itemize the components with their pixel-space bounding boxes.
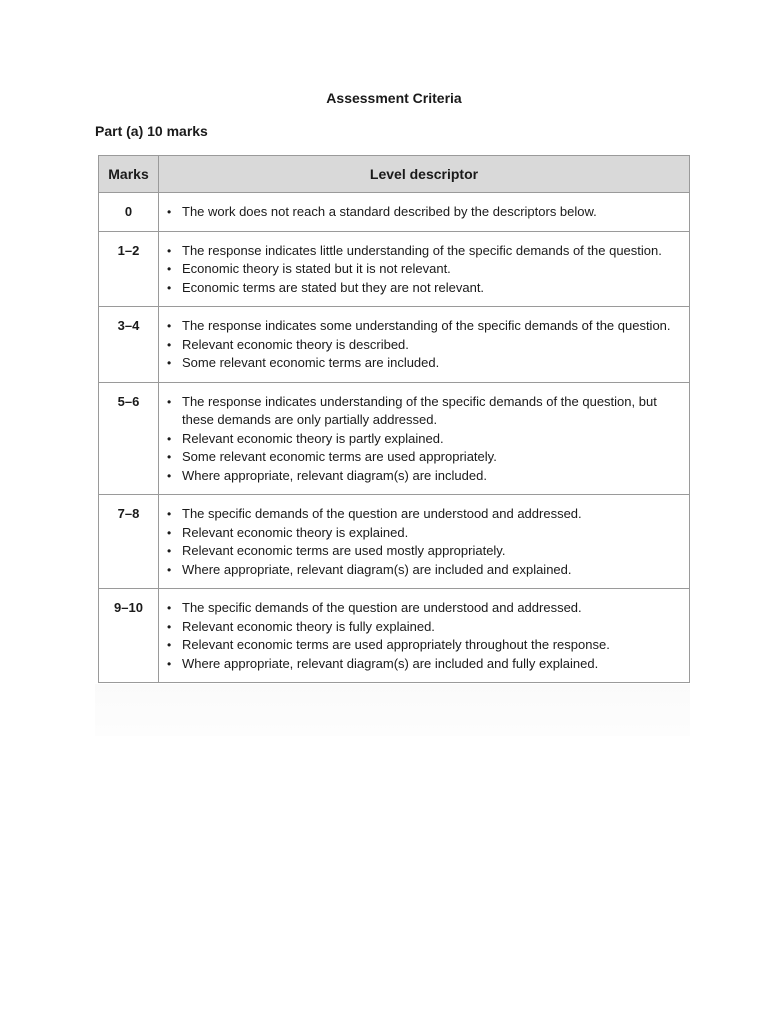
table-row bbox=[99, 589, 690, 683]
table-row bbox=[99, 382, 690, 495]
descriptor-list bbox=[167, 242, 681, 298]
document-title: Assessment Criteria bbox=[326, 90, 462, 106]
marks-cell: 1–2 bbox=[99, 231, 159, 307]
descriptor-item: • Where appropriate, relevant diagram(s) are included and explained. bbox=[167, 561, 681, 580]
table-body bbox=[99, 193, 690, 683]
descriptor-item: • Where appropriate, relevant diagram(s) are included. bbox=[167, 467, 681, 486]
descriptor-item: • Relevant economic theory is fully explained. bbox=[167, 618, 681, 637]
table-row bbox=[99, 231, 690, 307]
descriptor-item: • The response indicates some understanding of the specific demands of the question. bbox=[167, 317, 681, 336]
descriptor-list bbox=[167, 599, 681, 673]
marks-cell: 9–10 bbox=[99, 589, 159, 683]
table-header-row bbox=[99, 156, 690, 193]
descriptor-item: • Economic terms are stated but they are not relevant. bbox=[167, 279, 681, 298]
descriptor-item: • The work does not reach a standard described by the descriptors below. bbox=[167, 203, 681, 222]
table-row bbox=[99, 307, 690, 383]
descriptor-item: • Relevant economic theory is partly explained. bbox=[167, 430, 681, 449]
descriptor-list bbox=[167, 505, 681, 579]
descriptor-item: • The response indicates understanding of the specific demands of the question, but these demands are only partially addressed. bbox=[167, 393, 681, 430]
descriptor-item: • Economic theory is stated but it is not relevant. bbox=[167, 260, 681, 279]
descriptor-item: • Some relevant economic terms are included. bbox=[167, 354, 681, 373]
descriptor-item: • The specific demands of the question are understood and addressed. bbox=[167, 505, 681, 524]
marks-cell: 5–6 bbox=[99, 382, 159, 495]
descriptor-item: • Relevant economic terms are used mostly appropriately. bbox=[167, 542, 681, 561]
descriptor-item: • Where appropriate, relevant diagram(s) are included and fully explained. bbox=[167, 655, 681, 674]
marks-column-header: Marks bbox=[99, 156, 159, 193]
descriptor-list bbox=[167, 393, 681, 486]
descriptor-list bbox=[167, 203, 681, 222]
assessment-criteria-table bbox=[98, 155, 690, 683]
descriptor-item: • Relevant economic theory is explained. bbox=[167, 524, 681, 543]
descriptor-cell bbox=[159, 193, 690, 232]
marks-cell: 7–8 bbox=[99, 495, 159, 589]
table-row bbox=[99, 193, 690, 232]
descriptor-cell bbox=[159, 382, 690, 495]
level-descriptor-column-header: Level descriptor bbox=[159, 156, 690, 193]
descriptor-item: • Relevant economic theory is described. bbox=[167, 336, 681, 355]
descriptor-list bbox=[167, 317, 681, 373]
part-heading: Part (a) 10 marks bbox=[95, 123, 208, 139]
descriptor-cell bbox=[159, 231, 690, 307]
marks-cell: 0 bbox=[99, 193, 159, 232]
table-row bbox=[99, 495, 690, 589]
descriptor-item: • The specific demands of the question are understood and addressed. bbox=[167, 599, 681, 618]
faint-scan-band bbox=[95, 684, 690, 736]
descriptor-cell bbox=[159, 495, 690, 589]
descriptor-item: • Relevant economic terms are used appropriately throughout the response. bbox=[167, 636, 681, 655]
descriptor-cell bbox=[159, 589, 690, 683]
descriptor-item: • Some relevant economic terms are used appropriately. bbox=[167, 448, 681, 467]
marks-cell: 3–4 bbox=[99, 307, 159, 383]
descriptor-item: • The response indicates little understanding of the specific demands of the question. bbox=[167, 242, 681, 261]
descriptor-cell bbox=[159, 307, 690, 383]
